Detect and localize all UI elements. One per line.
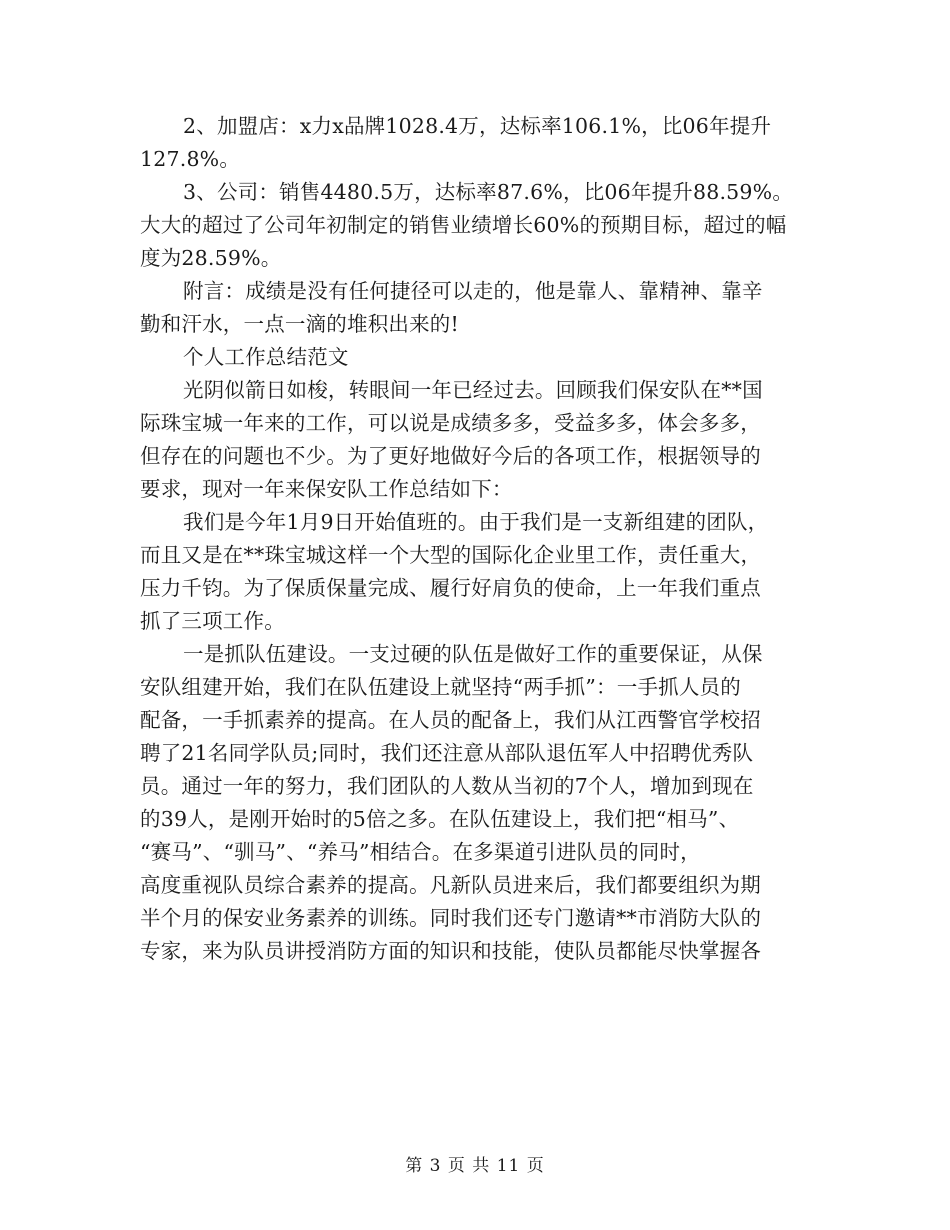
text-line: “赛马”、“驯马”、“养马”相结合。在多渠道引进队员的同时， xyxy=(140,840,701,864)
page-footer: 第 3 页 共 11 页 xyxy=(405,1156,545,1176)
text-line: 聘了21名同学队员;同时，我们还注意从部队退伍军人中招聘优秀队 xyxy=(140,741,754,765)
text-line: 但存在的问题也不少。为了更好地做好今后的各项工作，根据领导的 xyxy=(140,444,761,468)
text-line: 一是抓队伍建设。一支过硬的队伍是做好工作的重要保证，从保 xyxy=(183,642,763,666)
text-line: 高度重视队员综合素养的提高。凡新队员进来后，我们都要组织为期 xyxy=(140,873,761,897)
text-line: 大大的超过了公司年初制定的销售业绩增长60%的预期目标，超过的幅 xyxy=(140,213,787,237)
text-line: 光阴似箭日如梭，转眼间一年已经过去。回顾我们保安队在**国 xyxy=(183,378,763,402)
text-line: 际珠宝城一年来的工作，可以说是成绩多多，受益多多，体会多多， xyxy=(140,411,761,435)
text-line: 配备，一手抓素养的提高。在人员的配备上，我们从江西警官学校招 xyxy=(140,708,761,732)
text-line: 压力千钧。为了保质保量完成、履行好肩负的使命，上一年我们重点 xyxy=(140,576,761,600)
text-line: 安队组建开始，我们在队伍建设上就坚持“两手抓”：一手抓人员的 xyxy=(140,675,741,699)
text-line: 而且又是在**珠宝城这样一个大型的国际化企业里工作，责任重大， xyxy=(140,543,762,567)
text-line: 半个月的保安业务素养的训练。同时我们还专门邀请**市消防大队的 xyxy=(140,906,762,930)
text-line: 我们是今年1月9日开始值班的。由于我们是一支新组建的团队， xyxy=(183,510,769,534)
text-line: 个人工作总结范文 xyxy=(183,345,349,369)
text-line: 3、公司：销售4480.5万，达标率87.6%，比06年提升88.59%。 xyxy=(183,180,794,204)
text-line: 127.8%。 xyxy=(140,147,241,171)
text-line: 员。通过一年的努力，我们团队的人数从当初的7个人，增加到现在 xyxy=(140,774,754,798)
text-line: 要求，现对一年来保安队工作总结如下： xyxy=(140,477,513,501)
text-line: 度为28.59%。 xyxy=(140,246,282,270)
text-line: 专家，来为队员讲授消防方面的知识和技能，使队员都能尽快掌握各 xyxy=(140,939,761,963)
text-line: 2、加盟店：x力x品牌1028.4万，达标率106.1%，比06年提升 xyxy=(183,114,772,138)
text-line: 的39人，是刚开始时的5倍之多。在队伍建设上，我们把“相马”、 xyxy=(140,807,740,831)
document-body xyxy=(140,110,812,968)
text-line: 附言：成绩是没有任何捷径可以走的，他是靠人、靠精神、靠辛 xyxy=(183,279,763,303)
text-line: 勤和汗水，一点一滴的堆积出来的! xyxy=(140,312,459,336)
text-line: 抓了三项工作。 xyxy=(140,609,285,633)
